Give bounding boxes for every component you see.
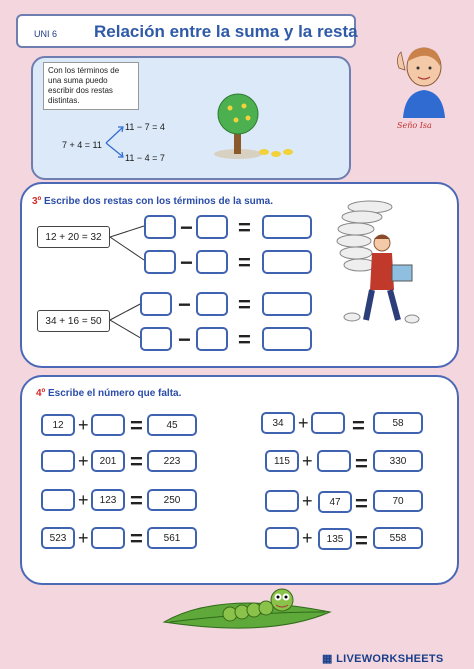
equals-sign: = — [130, 449, 143, 474]
plus-sign: + — [302, 451, 313, 471]
answer-result-2a[interactable] — [262, 292, 312, 316]
plus-sign: + — [78, 451, 89, 471]
minus-sign: − — [178, 292, 191, 317]
example-subtraction-1: 11 − 7 = 4 — [125, 122, 165, 132]
addend-b-l2[interactable]: 201 — [91, 450, 125, 472]
sum-l2[interactable]: 223 — [147, 450, 197, 472]
example-sum: 7 + 4 = 11 — [62, 140, 102, 150]
addend-b-l3[interactable]: 123 — [91, 489, 125, 511]
answer-result-2b[interactable] — [262, 327, 312, 351]
teacher-avatar-illustration — [393, 40, 455, 120]
sum-box-1: 12 + 20 = 32 — [37, 226, 110, 248]
answer-result-1b[interactable] — [262, 250, 312, 274]
minus-sign: − — [178, 327, 191, 352]
sum-l3[interactable]: 250 — [147, 489, 197, 511]
plus-sign: + — [302, 491, 313, 511]
unit-label: UNI 6 — [34, 29, 58, 39]
addend-a-l2[interactable] — [41, 450, 75, 472]
exercise-3-text: Escribe dos restas con los términos de la suma. — [44, 196, 273, 207]
addend-a-r4[interactable] — [265, 527, 299, 549]
equals-sign: = — [238, 327, 251, 352]
plus-sign: + — [302, 528, 313, 548]
boy-carrying-plates-illustration — [332, 195, 427, 330]
sum-r1[interactable]: 58 — [373, 412, 423, 434]
brand-text: LIVEWORKSHEETS — [336, 653, 444, 665]
equals-sign: = — [352, 413, 365, 438]
page-title: Relación entre la suma y la resta — [94, 22, 358, 41]
addend-a-r1[interactable]: 34 — [261, 412, 295, 434]
addend-b-r3[interactable]: 47 — [318, 491, 352, 513]
plus-sign: + — [78, 490, 89, 510]
exercise-3-instruction — [32, 196, 273, 207]
plus-sign: + — [78, 415, 89, 435]
sum-r3[interactable]: 70 — [373, 490, 423, 512]
answer-subtrahend-2b[interactable] — [196, 327, 228, 351]
equals-sign: = — [355, 528, 368, 553]
equals-sign: = — [130, 526, 143, 551]
exercise-3-number: 3º — [32, 196, 42, 207]
equals-sign: = — [355, 451, 368, 476]
equals-sign: = — [130, 488, 143, 513]
branch-lines-1 — [110, 222, 146, 266]
answer-minuend-1a[interactable] — [144, 215, 176, 239]
addend-b-r2[interactable] — [317, 450, 351, 472]
exercise-4-panel — [20, 375, 459, 585]
minus-sign: − — [180, 215, 193, 240]
addend-a-l1[interactable]: 12 — [41, 414, 75, 436]
exercise-4-text: Escribe el número que falta. — [48, 388, 182, 399]
addend-b-r4[interactable]: 135 — [318, 528, 352, 550]
answer-subtrahend-1b[interactable] — [196, 250, 228, 274]
plus-sign: + — [78, 528, 89, 548]
addend-b-l1[interactable] — [91, 414, 125, 436]
equals-sign: = — [355, 491, 368, 516]
worksheet-icon: ▦ — [322, 653, 333, 665]
sum-r2[interactable]: 330 — [373, 450, 423, 472]
branch-arrows — [104, 122, 126, 162]
sum-r4[interactable]: 558 — [373, 527, 423, 549]
sum-l1[interactable]: 45 — [147, 414, 197, 436]
addend-a-l3[interactable] — [41, 489, 75, 511]
liveworksheets-logo — [322, 652, 444, 665]
answer-minuend-2a[interactable] — [140, 292, 172, 316]
answer-subtrahend-1a[interactable] — [196, 215, 228, 239]
sum-box-2: 34 + 16 = 50 — [37, 310, 110, 332]
explanation-note: Con los términos de una suma puedo escribir dos restas distintas. — [43, 62, 139, 110]
addend-a-r3[interactable] — [265, 490, 299, 512]
addend-a-l4[interactable]: 523 — [41, 527, 75, 549]
answer-subtrahend-2a[interactable] — [196, 292, 228, 316]
plus-sign: + — [298, 413, 309, 433]
addend-b-l4[interactable] — [91, 527, 125, 549]
equals-sign: = — [238, 215, 251, 240]
answer-result-1a[interactable] — [262, 215, 312, 239]
addend-a-r2[interactable]: 115 — [265, 450, 299, 472]
answer-minuend-2b[interactable] — [140, 327, 172, 351]
equals-sign: = — [238, 250, 251, 275]
example-subtraction-2: 11 − 4 = 7 — [125, 153, 165, 163]
equals-sign: = — [238, 292, 251, 317]
equals-sign: = — [130, 413, 143, 438]
sum-l4[interactable]: 561 — [147, 527, 197, 549]
caterpillar-on-leaf-illustration — [160, 582, 335, 642]
answer-minuend-1b[interactable] — [144, 250, 176, 274]
lemon-tree-illustration — [208, 92, 298, 162]
exercise-4-number: 4º — [36, 388, 46, 399]
minus-sign: − — [180, 250, 193, 275]
addend-b-r1[interactable] — [311, 412, 345, 434]
teacher-name: Seño Isa — [397, 121, 432, 130]
exercise-4-instruction — [36, 388, 181, 399]
